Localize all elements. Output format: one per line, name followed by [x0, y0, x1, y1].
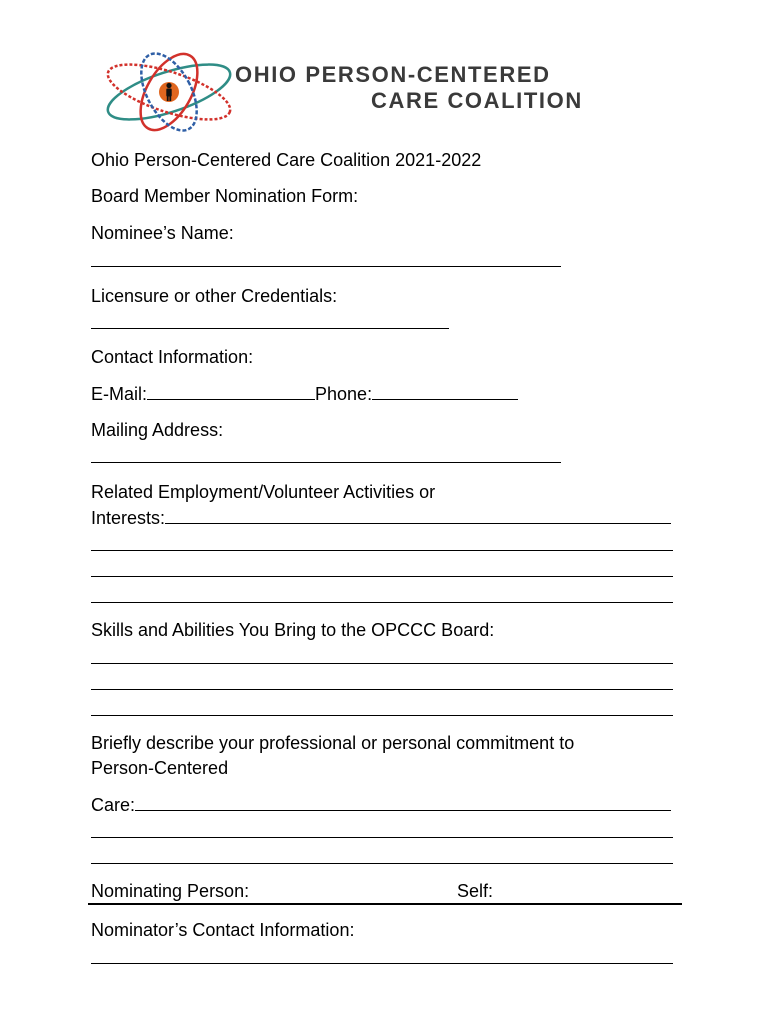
related-activities-field[interactable] — [165, 506, 671, 524]
contact-info-label: Contact Information: — [91, 347, 254, 367]
logo-text-line1: OHIO PERSON-CENTERED — [235, 62, 551, 87]
mailing-address-label: Mailing Address: — [91, 420, 224, 440]
phone-field[interactable] — [372, 382, 518, 400]
commitment-row — [91, 793, 671, 816]
nominator-contact-label: Nominator’s Contact Information: — [91, 920, 355, 940]
form-subtitle: Board Member Nomination Form: — [91, 186, 359, 206]
nominator-contact-field[interactable] — [91, 963, 673, 964]
skills-line-2[interactable] — [91, 689, 673, 690]
skills-line-3[interactable] — [91, 715, 673, 716]
licensure-label: Licensure or other Credentials: — [91, 286, 338, 306]
commitment-label-line2: Person-Centered — [91, 758, 229, 778]
nominee-name-label: Nominee’s Name: — [91, 223, 234, 243]
related-activities-line-4[interactable] — [91, 602, 673, 603]
logo — [95, 48, 635, 138]
related-activities-label-line1: Related Employment/Volunteer Activities or — [91, 482, 436, 502]
email-phone-row — [91, 382, 518, 405]
mailing-address-field[interactable] — [91, 462, 561, 463]
commitment-label-line1: Briefly describe your professional or personal commitment to — [91, 733, 575, 753]
email-label: E-Mail: — [91, 384, 148, 404]
related-activities-label-line2: Interests: — [91, 508, 166, 528]
skills-label: Skills and Abilities You Bring to the OPCCC Board: — [91, 620, 495, 640]
commitment-line-3[interactable] — [91, 863, 673, 864]
skills-line-1[interactable] — [91, 663, 673, 664]
related-activities-line-2[interactable] — [91, 550, 673, 551]
form-title: Ohio Person-Centered Care Coalition 2021-2022 — [91, 150, 482, 170]
atom-logo-icon — [95, 48, 245, 138]
nominee-name-field[interactable] — [91, 266, 561, 267]
email-field[interactable] — [147, 382, 315, 400]
commitment-field[interactable] — [135, 793, 671, 811]
self-label: Self: — [457, 881, 494, 901]
related-activities-row — [91, 506, 671, 529]
section-divider — [88, 903, 682, 905]
commitment-line-2[interactable] — [91, 837, 673, 838]
logo-text-line2: CARE COALITION — [371, 88, 583, 113]
related-activities-line-3[interactable] — [91, 576, 673, 577]
commitment-label-line3: Care: — [91, 795, 136, 815]
licensure-field[interactable] — [91, 328, 449, 329]
nominating-person-label: Nominating Person: — [91, 881, 250, 901]
phone-label: Phone: — [315, 384, 373, 404]
